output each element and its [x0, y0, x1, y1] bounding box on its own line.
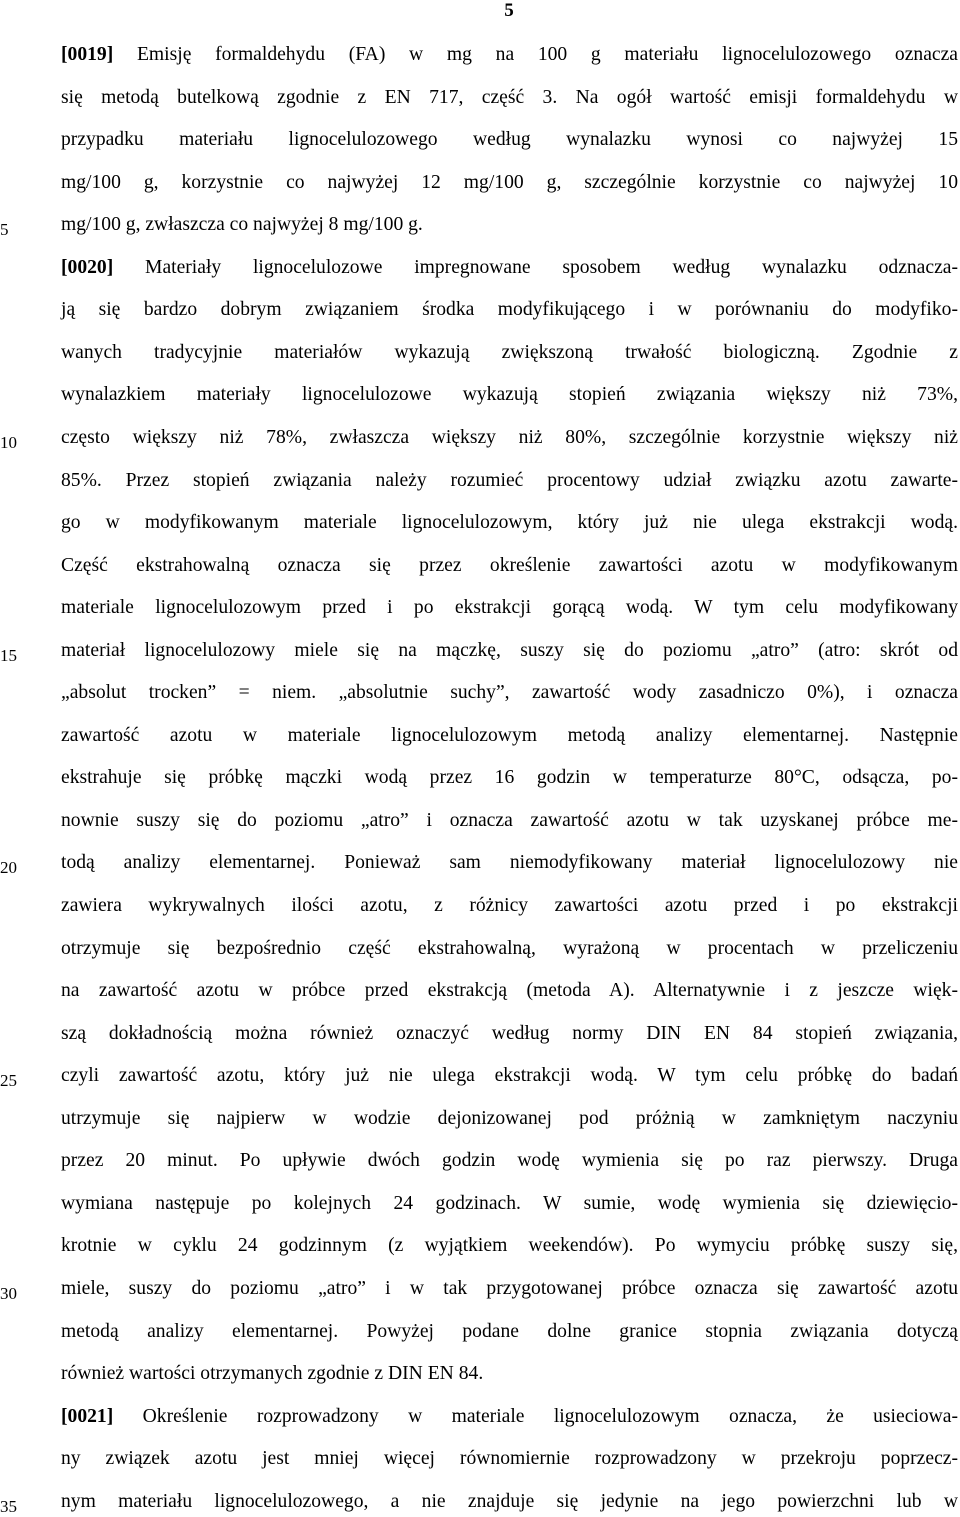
line-text: materiale lignocelulozowym przed i po ekstrakcji gorącą wodą. W tym celu modyfikowany [61, 597, 958, 619]
margin-line-number: 20 [0, 858, 17, 878]
text-line [61, 1360, 958, 1388]
text-line [61, 849, 958, 877]
line-text: utrzymuje się najpierw w wodzie dejonizowanej pod próżnią w zamkniętym naczyniu [61, 1107, 958, 1129]
line-text: ny związek azotu jest mniej więcej równomiernie rozprowadzony w przekroju poprzecz- [61, 1448, 958, 1470]
line-text: ją się bardzo dobrym związaniem środka modyfikującego i w porównaniu do modyfiko- [61, 299, 958, 321]
text-line [61, 764, 958, 792]
text-line [61, 509, 958, 537]
text-line [61, 1147, 958, 1175]
text-line [61, 1105, 958, 1133]
line-text: Materiały lignocelulozowe impregnowane sposobem według wynalazku odznacza- [145, 256, 958, 278]
line-text: Część ekstrahowalną oznacza się przez określenie zawartości azotu w modyfikowanym [61, 554, 958, 576]
text-line [61, 1318, 958, 1346]
text-line [61, 1488, 958, 1516]
text-line [61, 1232, 958, 1260]
text-line [61, 296, 958, 324]
text-line [61, 41, 958, 69]
line-text: 85%. Przez stopień związania należy rozumieć procentowy udział związku azotu zawarte- [61, 469, 958, 491]
paragraph-reference: [0020] [61, 256, 114, 278]
line-text: krotnie w cyklu 24 godzinnym (z wyjątkiem weekendów). Po wymyciu próbkę suszy się, [61, 1235, 958, 1257]
line-text: materiał lignocelulozowy miele się na mączkę, suszy się do poziomu „atro” (atro: skrót od [61, 639, 958, 661]
text-line [61, 339, 958, 367]
line-text: mg/100 g, korzystnie co najwyżej 12 mg/100 g, szczególnie korzystnie co najwyżej 10 [61, 171, 958, 193]
text-line [61, 1445, 958, 1473]
line-text: otrzymuje się bezpośrednio część ekstrahowalną, wyrażoną w procentach w przeliczeniu [61, 937, 958, 959]
margin-line-number: 5 [0, 220, 9, 240]
text-line [61, 169, 958, 197]
line-text: również wartości otrzymanych zgodnie z DIN EN 84. [61, 1363, 484, 1385]
line-text: szą dokładnością można również oznaczyć według normy DIN EN 84 stopień związania, [61, 1022, 958, 1044]
margin-line-number: 15 [0, 645, 17, 665]
text-line [61, 424, 958, 452]
margin-line-number: 10 [0, 432, 17, 452]
text-line [61, 935, 958, 963]
line-text: mg/100 g, zwłaszcza co najwyżej 8 mg/100 g. [61, 214, 423, 236]
text-line [61, 594, 958, 622]
line-text: zawartość azotu w materiale lignocelulozowym metodą analizy elementarnej. Następnie [61, 724, 958, 746]
line-text: Emisję formaldehydu (FA) w mg na 100 g materiału lignocelulozowego oznacza [136, 44, 958, 65]
line-text: ekstrahuje się próbkę mączki wodą przez 16 godzin w temperaturze 80°C, odsącza, po- [61, 767, 958, 789]
line-text: wymiana następuje po kolejnych 24 godzinach. W sumie, wodę wymienia się dziewięcio- [61, 1192, 958, 1214]
line-text: przez 20 minut. Po upływie dwóch godzin wodę wymienia się po raz pierwszy. Druga [61, 1150, 958, 1172]
line-text: go w modyfikowanym materiale lignocelulozowym, który już nie ulega ekstrakcji wodą. [61, 512, 958, 534]
text-line [61, 84, 958, 112]
text-line [61, 1020, 958, 1048]
paragraph-reference: [0021] [61, 1405, 114, 1427]
text-line [61, 211, 958, 239]
text-line [61, 1275, 958, 1303]
line-text: wanych tradycyjnie materiałów wykazują zwiększoną trwałość biologiczną. Zgodnie z [61, 341, 958, 363]
line-text: się metodą butelkową zgodnie z EN 717, część 3. Na ogół wartość emisji formaldehydu w [61, 86, 958, 108]
line-text: miele, suszy do poziomu „atro” i w tak przygotowanej próbce oznacza się zawartość azotu [61, 1277, 958, 1299]
text-line [61, 892, 958, 920]
text-line [61, 126, 958, 154]
text-line [61, 1062, 958, 1090]
text-line [61, 467, 958, 495]
text-line [61, 552, 958, 580]
line-text: todą analizy elementarnej. Ponieważ sam niemodyfikowany materiał lignocelulozowy nie [61, 852, 958, 874]
text-line [61, 637, 958, 665]
line-text: przypadku materiału lignocelulozowego według wynalazku wynosi co najwyżej 15 [61, 129, 958, 151]
text-line [61, 977, 958, 1005]
page-number: 5 [504, 0, 514, 21]
line-text: „absolut trocken” = niem. „absolutnie suchy”, zawartość wody zasadniczo 0%), i oznacza [61, 682, 958, 704]
line-text: na zawartość azotu w próbce przed ekstrakcją (metoda A). Alternatywnie i z jeszcze więk- [61, 980, 958, 1002]
text-line [61, 254, 958, 282]
line-text: często większy niż 78%, zwłaszcza większy niż 80%, szczególnie korzystnie większy niż [61, 426, 958, 448]
paragraph-reference: [0019] [61, 44, 114, 65]
line-text: Określenie rozprowadzony w materiale lignocelulozowym oznacza, że usieciowa- [142, 1405, 959, 1427]
margin-line-number: 25 [0, 1071, 17, 1091]
line-text: nym materiału lignocelulozowego, a nie znajduje się jedynie na jego powierzchni lub w [61, 1490, 958, 1512]
line-text: nownie suszy się do poziomu „atro” i oznacza zawartość azotu w tak uzyskanej próbce me- [61, 809, 958, 831]
margin-line-number: 30 [0, 1283, 17, 1303]
line-text: metodą analizy elementarnej. Powyżej podane dolne granice stopnia związania dotyczą [61, 1320, 958, 1342]
text-line [61, 807, 958, 835]
line-text: czyli zawartość azotu, który już nie ulega ekstrakcji wodą. W tym celu próbkę do badań [61, 1065, 958, 1087]
text-line [61, 1190, 958, 1218]
line-text: wynalazkiem materiały lignocelulozowe wykazują stopień związania większy niż 73%, [61, 384, 958, 406]
text-line [61, 722, 958, 750]
text-line [61, 679, 958, 707]
text-line [61, 381, 958, 409]
text-line [61, 1403, 958, 1431]
line-text: zawiera wykrywalnych ilości azotu, z różnicy zawartości azotu przed i po ekstrakcji [61, 895, 958, 916]
margin-line-number: 35 [0, 1496, 17, 1516]
